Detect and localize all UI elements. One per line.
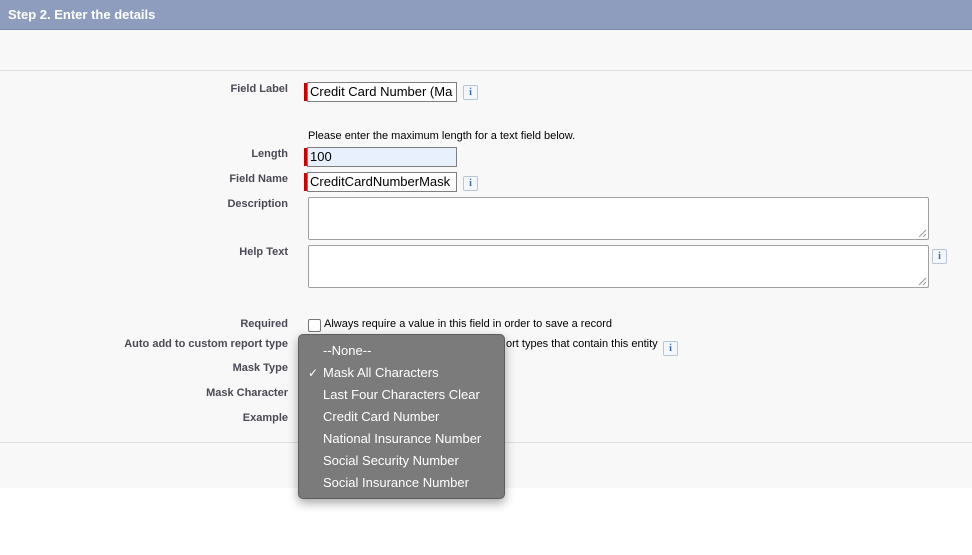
info-icon[interactable]: i: [463, 85, 478, 100]
dropdown-option[interactable]: --None--: [323, 343, 372, 358]
description-textarea[interactable]: [308, 197, 929, 240]
field-label-input[interactable]: Credit Card Number (Ma: [307, 82, 457, 102]
resize-grip-icon[interactable]: [918, 277, 927, 286]
required-checkbox[interactable]: [308, 319, 321, 332]
dropdown-option[interactable]: Last Four Characters Clear: [323, 387, 480, 402]
description-label: Description: [227, 198, 288, 210]
step-title: Step 2. Enter the details: [8, 7, 156, 22]
section-divider-top: [0, 70, 972, 71]
required-label: Required: [240, 318, 288, 330]
help-text-textarea[interactable]: [308, 245, 929, 288]
example-label: Example: [242, 412, 288, 424]
info-icon[interactable]: i: [932, 249, 947, 264]
field-name-label: Field Name: [229, 173, 288, 185]
mask-type-label: Mask Type: [232, 362, 288, 374]
auto-add-label: Auto add to custom report type: [124, 338, 288, 350]
page-header: [0, 0, 972, 30]
length-label: Length: [251, 148, 288, 160]
dropdown-option-selected[interactable]: ✓ Mask All Characters: [299, 362, 504, 384]
checkmark-icon: ✓: [308, 366, 319, 380]
info-icon[interactable]: i: [663, 341, 678, 356]
dropdown-option[interactable]: Social Insurance Number: [323, 475, 469, 490]
mask-character-label: Mask Character: [206, 387, 288, 399]
length-input[interactable]: 100: [307, 147, 457, 167]
resize-grip-icon[interactable]: [918, 229, 926, 237]
auto-add-checkbox-text: ort types that contain this entity: [506, 338, 658, 350]
field-name-input[interactable]: CreditCardNumberMask: [307, 172, 457, 192]
required-checkbox-text: Always require a value in this field in order to save a record: [324, 318, 612, 330]
dropdown-option[interactable]: Social Security Number: [323, 453, 459, 468]
dropdown-option[interactable]: Credit Card Number: [323, 409, 440, 424]
length-hint-text: Please enter the maximum length for a text field below.: [308, 130, 576, 142]
mask-type-dropdown-menu[interactable]: [298, 334, 505, 499]
help-text-label: Help Text: [239, 246, 288, 258]
info-icon[interactable]: i: [463, 176, 478, 191]
dropdown-option[interactable]: National Insurance Number: [323, 431, 482, 446]
field-label-label: Field Label: [230, 83, 288, 95]
